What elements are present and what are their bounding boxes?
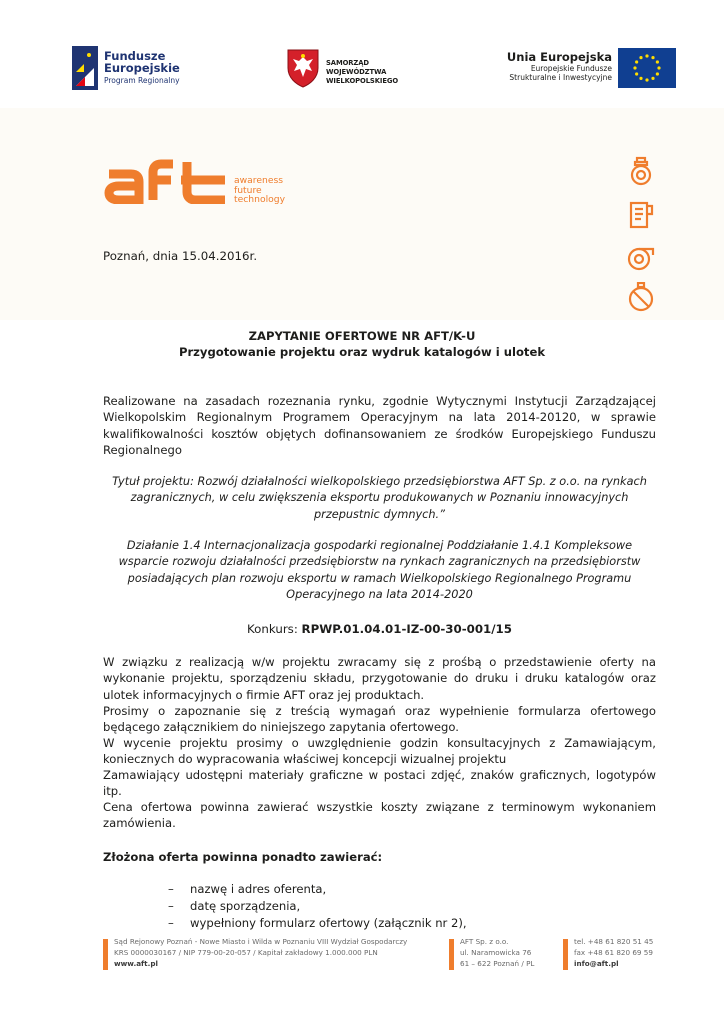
action-paragraph: Działanie 1.4 Internacjonalizacja gospodarki regionalnej Poddziałanie 1.4.1 Kompleksowe wsparcie rozwoju działalności przedsiębiorstw na rynkach zagranicznych na przedsiębiorstw posiadających plan rozwoju eksportu w ramach Wielkopolskiego Regionalnego Programu Operacyjnego na lata 2014-2020	[118, 539, 641, 601]
footer-email[interactable]: info@aft.pl	[574, 959, 619, 968]
footer-registry	[114, 936, 407, 969]
pricing-paragraph: W wycenie projektu prosimy o uwzględnienie godzin konsultacyjnych z Zamawiającym, koniecznych do wypracowania właściwej koncepcji wizualnej projektu	[103, 736, 656, 767]
side-icon-column	[626, 156, 658, 312]
konkurs-number: RPWP.01.04.01-IZ-00-30-001/15	[301, 622, 512, 636]
eu-star	[639, 56, 642, 59]
aft-tag-awareness: awareness	[234, 175, 284, 186]
eu-star	[635, 60, 638, 63]
no-sign-icon	[626, 282, 656, 312]
document-title	[103, 328, 621, 360]
footer-accent-bar	[103, 939, 108, 970]
list-dash: –	[168, 915, 174, 930]
footer-address	[460, 936, 534, 969]
list-item	[168, 915, 467, 932]
eu-star	[657, 66, 660, 69]
eu-star	[633, 66, 636, 69]
list-item-text: nazwę i adres oferenta,	[190, 882, 327, 896]
title-line-1: ZAPYTANIE OFERTOWE NR AFT/K-U	[248, 329, 476, 343]
footer-contact	[574, 936, 653, 969]
offer-requirements-heading: Złożona oferta powinna ponadto zawierać:	[103, 850, 383, 864]
footer-company: AFT Sp. z o.o.	[460, 937, 509, 946]
eu-star	[656, 60, 659, 63]
fundusze-line1: Fundusze	[104, 49, 166, 63]
aft-tag-future: future	[234, 184, 262, 196]
project-title-paragraph: Tytuł projektu: Rozwój działalności wielkopolskiego przedsiębiorstwa AFT Sp. z o.o. na rynkach zagranicznych, w celu zwiększenia eksportu produkowanych w Poznaniu innowacyjnych przepustnic dymnych.”	[112, 475, 647, 521]
aft-tag-technology: technology	[234, 194, 286, 205]
request-paragraph: W związku z realizacją w/w projektu zwracamy się z prośbą o przedstawienie oferty na wykonanie projektu, sporządzeniu składu, przygotowanie do druku i druku katalogów oraz ulotek informacyjnych o firmie AFT oraz jej produktach.	[103, 655, 656, 702]
page-footer	[0, 936, 724, 986]
tape-icon	[626, 242, 656, 272]
eu-star	[645, 54, 648, 57]
eu-star	[645, 78, 648, 81]
aft-wordmark-icon	[103, 158, 231, 204]
fundusze-line3: Program Regionalny	[104, 76, 180, 85]
konkurs-label: Konkurs:	[247, 622, 298, 636]
intro-paragraph: Realizowane na zasadach rozeznania rynku, zgodnie Wytycznymi Instytucji Zarządzającej Wielkopolskim Regionalnym Programem Operacyjnym na lata 2014-20120, w sprawie kwalifikowalności kosztów objętych dofinansowaniem ze środków Europejskiego Funduszu Regionalnego	[103, 394, 656, 457]
list-dash: –	[168, 882, 174, 896]
notepad-icon	[626, 200, 656, 230]
eu-star	[651, 77, 654, 80]
footer-city: 61 – 622 Poznań / PL	[460, 959, 535, 968]
list-dash: –	[168, 898, 174, 913]
eu-star	[656, 72, 659, 75]
list-item	[168, 898, 467, 915]
samorzad-line2: WIELKOPOLSKIEGO	[326, 77, 399, 85]
materials-paragraph: Zamawiający udostępni materiały graficzne w postaci zdjęć, znaków graficznych, logotypów itp.	[103, 768, 656, 799]
footer-fax: fax +48 61 820 69 59	[574, 948, 653, 957]
footer-accent-bar	[563, 939, 568, 970]
letterhead-area	[0, 108, 724, 320]
fundusze-line2: Europejskie	[104, 61, 180, 75]
fundusze-europejskie-logo	[72, 46, 192, 92]
aft-logo	[103, 158, 303, 206]
bomb-icon	[626, 156, 656, 186]
title-line-2: Przygotowanie projektu oraz wydruk katalogów i ulotek	[178, 345, 546, 359]
unia-line1: Unia Europejska	[506, 50, 612, 64]
unia-line3: Strukturalne i Inwestycyjne	[509, 73, 612, 82]
costs-paragraph: Cena ofertowa powinna zawierać wszystkie koszty związane z terminowym wykonaniem zamówienia.	[103, 800, 656, 831]
unia-line2: Europejskie Fundusze	[530, 64, 612, 73]
footer-street: ul. Naramowicka 76	[460, 948, 532, 957]
please-paragraph: Prosimy o zapoznanie się z treścią wymagań oraz wypełnienie formularza ofertowego będącego załącznikiem do niniejszego zapytania ofertowego.	[103, 704, 656, 735]
list-item-text: wypełniony formularz ofertowy (załącznik nr 2),	[190, 915, 467, 930]
eu-flag-icon	[618, 48, 676, 88]
footer-accent-bar	[449, 939, 454, 970]
eagle-shield-icon	[286, 48, 320, 88]
funding-logos-band	[0, 0, 724, 108]
samorzad-logo	[286, 48, 416, 90]
unia-europejska-logo	[476, 46, 676, 92]
list-item	[168, 881, 467, 898]
konkurs-line	[103, 622, 656, 636]
list-item-text: datę sporządzenia,	[190, 898, 301, 913]
fundusze-mark-icon	[72, 46, 98, 90]
eu-star	[639, 77, 642, 80]
footer-website[interactable]: www.aft.pl	[114, 959, 158, 968]
footer-phone: tel. +48 61 820 51 45	[574, 937, 654, 946]
footer-krs: KRS 0000030167 / NIP 779-00-20-057 / Kapitał zakładowy 1.000.000 PLN	[114, 948, 378, 957]
place-and-date: Poznań, dnia 15.04.2016r.	[103, 249, 258, 263]
requirements-list	[168, 881, 467, 931]
eu-star	[651, 56, 654, 59]
footer-court: Sąd Rejonowy Poznań - Nowe Miasto i Wilda w Poznaniu VIII Wydział Gospodarczy	[114, 937, 408, 946]
eu-star	[635, 72, 638, 75]
samorzad-line1: SAMORZĄD WOJEWÓDZTWA	[326, 59, 387, 76]
